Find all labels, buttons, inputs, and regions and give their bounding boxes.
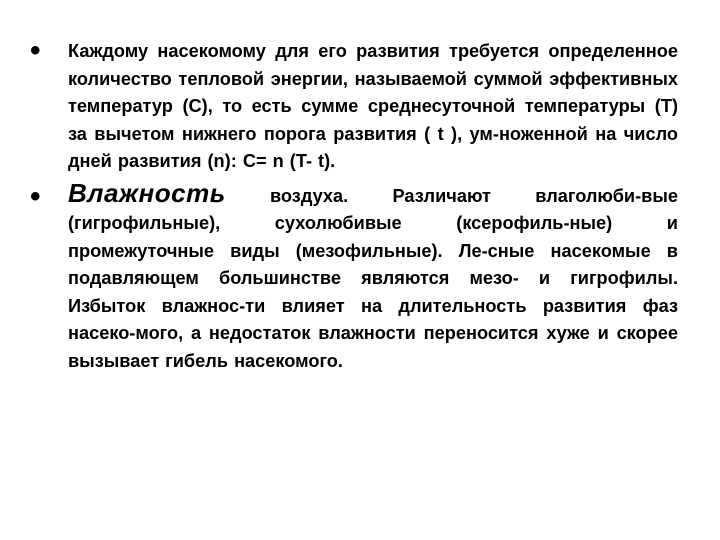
bullet-text-humidity: воздуха. Различают влаголюби-вые (гигрофильные), сухолюбивые (ксерофиль-ные) и промежуточные виды (мезофильные). Ле-сные насекомые в подавляющем большинстве являются мезо- и гигрофилы. Избыток влажнос-ти влияет на длительность развития фаз насеко-мого, а недостаток влажности переносится хуже и скорее вызывает гибель насекомого. bbox=[68, 185, 678, 371]
bullet-icon: • bbox=[30, 34, 41, 67]
bullet-text-heat: Каждому насекомому для его развития требуется определенное количество тепловой энергии, называемой суммой эффективных температур (С), то есть сумме среднесуточной температуры (Т) за вычетом нижнего порога развития ( t ), ум-ноженной на число дней развития (n): C= n (T- t). bbox=[68, 41, 678, 171]
bullet-item-heat bbox=[30, 34, 678, 176]
bullet-list bbox=[30, 34, 678, 379]
bullet-paragraph-humidity bbox=[68, 177, 678, 376]
humidity-heading: Влажность bbox=[68, 177, 226, 208]
bullet-icon: • bbox=[30, 179, 41, 213]
bullet-item-humidity bbox=[30, 177, 678, 376]
